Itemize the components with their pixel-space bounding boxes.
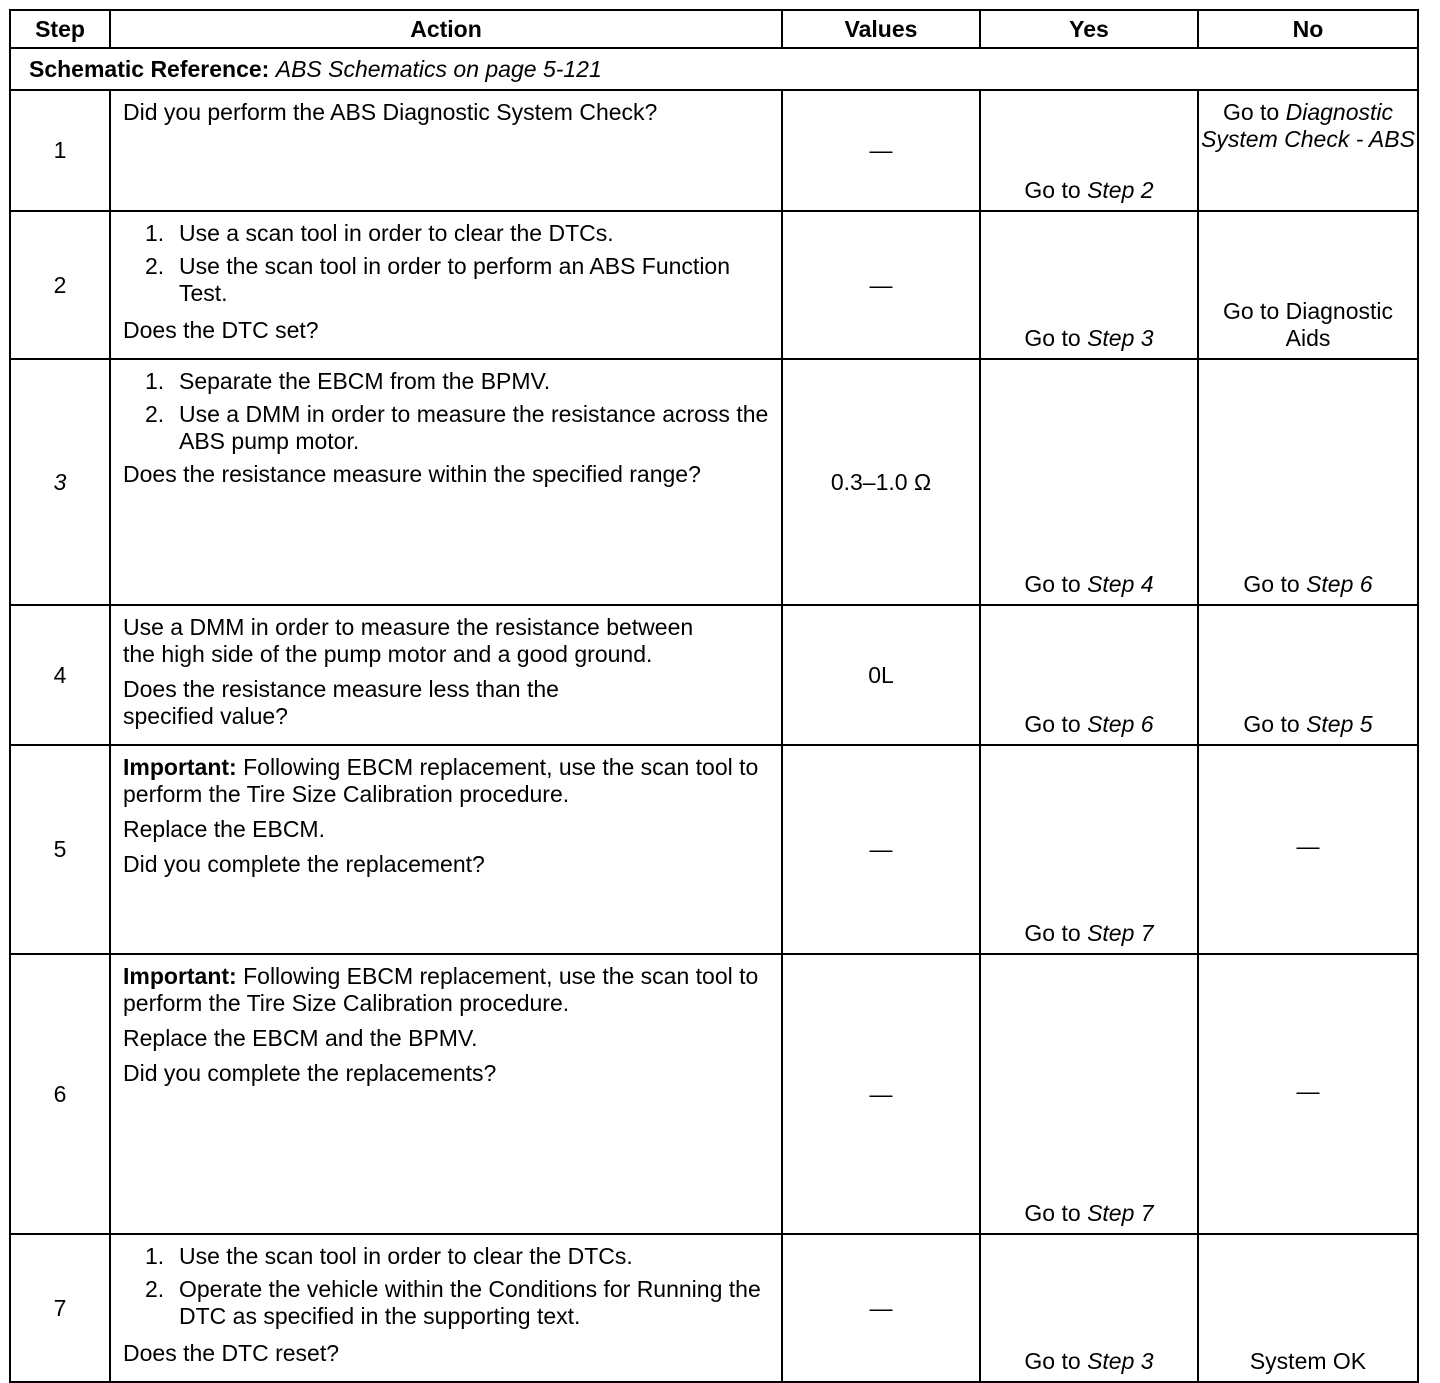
value-cell: 0.3–1.0 Ω	[782, 359, 980, 605]
go-to-text: Go to	[1024, 1200, 1081, 1226]
action-question: Did you complete the replacement?	[123, 851, 485, 877]
step-number: 6	[10, 954, 110, 1234]
action-cell	[110, 90, 782, 211]
yes-cell	[980, 211, 1198, 359]
value-cell: —	[782, 745, 980, 954]
action-question: Does the DTC set?	[123, 317, 319, 343]
header-no: No	[1198, 10, 1418, 48]
step-number: 4	[10, 605, 110, 745]
action-item: 2. Use a DMM in order to measure the resistance across the ABS pump motor.	[145, 401, 769, 454]
yes-target: Step 7	[1087, 1200, 1154, 1226]
action-item: 2. Operate the vehicle within the Conditions for Running the DTC as specified in the supporting text.	[145, 1276, 761, 1329]
step-number: 7	[10, 1234, 110, 1382]
action-item: 2. Use the scan tool in order to perform an ABS Function Test.	[145, 253, 731, 306]
yes-cell	[980, 954, 1198, 1234]
action-text: Use a DMM in order to measure the resistance between the high side of the pump motor and a good ground.	[123, 614, 694, 667]
action-cell	[110, 745, 782, 954]
no-cell	[1198, 90, 1418, 211]
go-to-text: Go to	[1024, 1348, 1081, 1374]
value-cell: —	[782, 211, 980, 359]
header-action: Action	[110, 10, 782, 48]
no-cell	[1198, 605, 1418, 745]
value-cell: 0L	[782, 605, 980, 745]
no-cell: —	[1198, 745, 1418, 954]
go-to-text: Go to	[1024, 571, 1081, 597]
table-row	[10, 211, 1418, 359]
action-item: 1. Use the scan tool in order to clear the DTCs.	[145, 1243, 633, 1269]
action-text: Replace the EBCM and the BPMV.	[123, 1025, 478, 1051]
schematic-ref: ABS Schematics on page 5-121	[275, 55, 602, 82]
go-to-text: Go to	[1024, 177, 1081, 203]
table-row	[10, 90, 1418, 211]
important-note: Important: Following EBCM replacement, use the scan tool to perform the Tire Size Calibration procedure.	[123, 754, 759, 807]
diagnostic-table	[9, 9, 1419, 1383]
action-item: 1. Use a scan tool in order to clear the DTCs.	[145, 220, 614, 246]
yes-cell	[980, 745, 1198, 954]
yes-target: Step 3	[1087, 325, 1154, 351]
header-step: Step	[10, 10, 110, 48]
action-question: Does the resistance measure less than the specified value?	[123, 676, 559, 729]
go-to-text: Go to	[1024, 325, 1081, 351]
action-cell	[110, 211, 782, 359]
yes-target: Step 4	[1087, 571, 1154, 597]
action-question: Did you complete the replacements?	[123, 1060, 497, 1086]
header-yes: Yes	[980, 10, 1198, 48]
step-number: 1	[10, 90, 110, 211]
yes-target: Step 2	[1087, 177, 1154, 203]
yes-target: Step 6	[1087, 711, 1154, 737]
schematic-reference	[10, 48, 1418, 90]
no-cell: System OK	[1198, 1234, 1418, 1382]
header-values: Values	[782, 10, 980, 48]
table-row	[10, 745, 1418, 954]
value-cell: —	[782, 90, 980, 211]
yes-cell	[980, 605, 1198, 745]
value-cell: —	[782, 954, 980, 1234]
no-target: Step 6	[1306, 571, 1373, 597]
value-cell: —	[782, 1234, 980, 1382]
yes-target: Step 3	[1087, 1348, 1154, 1374]
table-row	[10, 359, 1418, 605]
no-target: Step 5	[1306, 711, 1373, 737]
action-question: Did you perform the ABS Diagnostic System Check?	[123, 99, 658, 125]
action-item: 1. Separate the EBCM from the BPMV.	[145, 368, 551, 394]
yes-cell	[980, 359, 1198, 605]
step-number: 5	[10, 745, 110, 954]
no-target: Diagnostic System Check - ABS	[1201, 99, 1415, 152]
go-to-text: Go to	[1024, 920, 1081, 946]
action-cell	[110, 605, 782, 745]
yes-cell	[980, 90, 1198, 211]
schematic-label: Schematic Reference:	[29, 55, 270, 82]
table-row	[10, 605, 1418, 745]
step-number: 2	[10, 211, 110, 359]
action-cell	[110, 954, 782, 1234]
action-text: Replace the EBCM.	[123, 816, 325, 842]
action-question: Does the DTC reset?	[123, 1340, 340, 1366]
go-to-text: Go to	[1243, 571, 1300, 597]
schematic-reference-row	[10, 48, 1418, 90]
no-cell: —	[1198, 954, 1418, 1234]
action-question: Does the resistance measure within the specified range?	[123, 461, 701, 487]
go-to-text: Go to	[1222, 99, 1280, 125]
step-number: 3	[10, 359, 110, 605]
no-cell	[1198, 359, 1418, 605]
go-to-text: Go to	[1024, 711, 1081, 737]
go-to-text: Go to	[1243, 711, 1300, 737]
action-cell	[110, 359, 782, 605]
header-row	[10, 10, 1418, 48]
no-cell: Go to Diagnostic Aids	[1198, 211, 1418, 359]
yes-target: Step 7	[1087, 920, 1154, 946]
important-note: Important: Following EBCM replacement, use the scan tool to perform the Tire Size Calibration procedure.	[123, 963, 759, 1016]
table-row	[10, 954, 1418, 1234]
